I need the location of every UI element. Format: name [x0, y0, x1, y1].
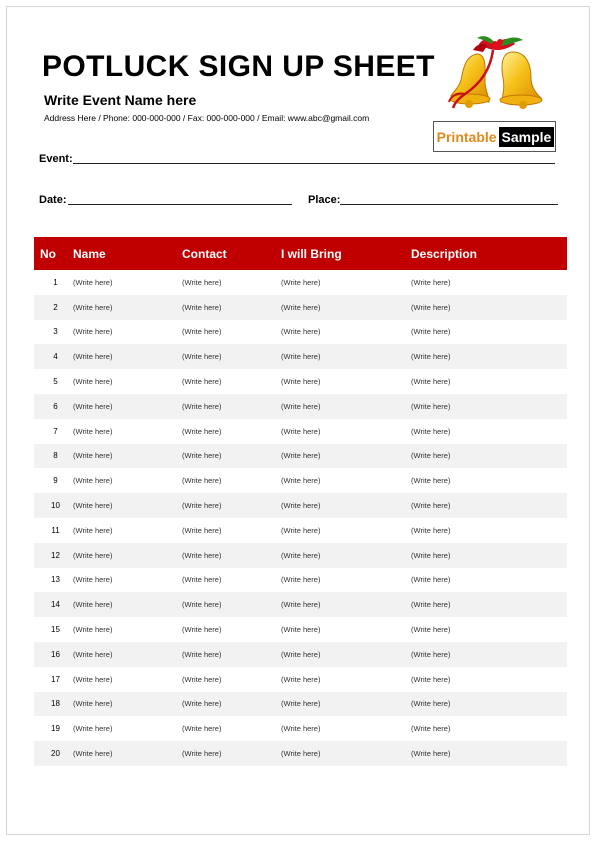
table-row — [34, 444, 567, 469]
description-cell[interactable]: (Write here) — [411, 352, 451, 362]
logo-printable-text: Printable — [436, 128, 497, 145]
bring-cell[interactable]: (Write here) — [281, 674, 321, 684]
contact-cell[interactable]: (Write here) — [182, 600, 222, 610]
contact-cell[interactable]: (Write here) — [182, 501, 222, 511]
bring-cell[interactable]: (Write here) — [281, 699, 321, 709]
description-cell[interactable]: (Write here) — [411, 600, 451, 610]
table-row — [34, 592, 567, 617]
contact-cell[interactable]: (Write here) — [182, 401, 222, 411]
table-row — [34, 295, 567, 320]
contact-cell[interactable]: (Write here) — [182, 426, 222, 436]
description-cell[interactable]: (Write here) — [411, 525, 451, 535]
description-cell[interactable]: (Write here) — [411, 277, 451, 287]
place-input-line[interactable] — [340, 204, 558, 205]
date-input-line[interactable] — [68, 204, 292, 205]
bring-cell[interactable]: (Write here) — [281, 550, 321, 560]
description-cell[interactable]: (Write here) — [411, 699, 451, 709]
signup-table — [34, 237, 567, 766]
bring-cell[interactable]: (Write here) — [281, 525, 321, 535]
row-number: 11 — [51, 525, 60, 535]
name-cell[interactable]: (Write here) — [73, 277, 113, 287]
table-row — [34, 543, 567, 568]
bring-cell[interactable]: (Write here) — [281, 426, 321, 436]
table-row — [34, 716, 567, 741]
description-cell[interactable]: (Write here) — [411, 377, 451, 387]
description-cell[interactable]: (Write here) — [411, 625, 451, 635]
row-number: 1 — [53, 277, 58, 287]
bring-cell[interactable]: (Write here) — [281, 277, 321, 287]
table-row — [34, 493, 567, 518]
christmas-bells-icon — [443, 32, 559, 114]
bring-cell[interactable]: (Write here) — [281, 501, 321, 511]
header-no: No — [40, 246, 56, 261]
row-number: 19 — [51, 724, 60, 734]
name-cell[interactable]: (Write here) — [73, 426, 113, 436]
table-header-row — [34, 237, 567, 270]
table-row — [34, 692, 567, 717]
name-cell[interactable]: (Write here) — [73, 699, 113, 709]
name-cell[interactable]: (Write here) — [73, 525, 113, 535]
contact-cell[interactable]: (Write here) — [182, 476, 222, 486]
name-cell[interactable]: (Write here) — [73, 451, 113, 461]
contact-cell[interactable]: (Write here) — [182, 575, 222, 585]
description-cell[interactable]: (Write here) — [411, 674, 451, 684]
table-row — [34, 344, 567, 369]
row-number: 3 — [53, 327, 58, 337]
description-cell[interactable]: (Write here) — [411, 451, 451, 461]
event-input-line[interactable] — [73, 163, 555, 164]
row-number: 13 — [51, 575, 60, 585]
table-body — [34, 270, 567, 766]
name-cell[interactable]: (Write here) — [73, 377, 113, 387]
printable-sample-logo — [433, 121, 556, 152]
name-cell[interactable]: (Write here) — [73, 575, 113, 585]
name-cell[interactable]: (Write here) — [73, 352, 113, 362]
page-title: POTLUCK SIGN UP SHEET — [42, 50, 435, 83]
row-number: 18 — [51, 699, 60, 709]
bring-cell[interactable]: (Write here) — [281, 451, 321, 461]
contact-cell[interactable]: (Write here) — [182, 377, 222, 387]
contact-cell[interactable]: (Write here) — [182, 302, 222, 312]
header-name: Name — [73, 246, 106, 261]
table-row — [34, 419, 567, 444]
table-row — [34, 468, 567, 493]
row-number: 10 — [51, 501, 60, 511]
bring-cell[interactable]: (Write here) — [281, 401, 321, 411]
bring-cell[interactable]: (Write here) — [281, 625, 321, 635]
row-number: 5 — [53, 377, 58, 387]
description-cell[interactable]: (Write here) — [411, 476, 451, 486]
name-cell[interactable]: (Write here) — [73, 674, 113, 684]
row-number: 16 — [51, 649, 60, 659]
table-row — [34, 518, 567, 543]
description-cell[interactable]: (Write here) — [411, 575, 451, 585]
row-number: 6 — [53, 401, 58, 411]
row-number: 8 — [53, 451, 58, 461]
name-cell[interactable]: (Write here) — [73, 501, 113, 511]
table-row — [34, 568, 567, 593]
name-cell[interactable]: (Write here) — [73, 401, 113, 411]
row-number: 15 — [51, 625, 60, 635]
table-row — [34, 667, 567, 692]
description-cell[interactable]: (Write here) — [411, 327, 451, 337]
name-cell[interactable]: (Write here) — [73, 327, 113, 337]
description-cell[interactable]: (Write here) — [411, 401, 451, 411]
bring-cell[interactable]: (Write here) — [281, 649, 321, 659]
bring-cell[interactable]: (Write here) — [281, 302, 321, 312]
table-row — [34, 642, 567, 667]
table-row — [34, 741, 567, 766]
contact-cell[interactable]: (Write here) — [182, 749, 222, 759]
bring-cell[interactable]: (Write here) — [281, 377, 321, 387]
contact-cell[interactable]: (Write here) — [182, 625, 222, 635]
name-cell[interactable]: (Write here) — [73, 600, 113, 610]
name-cell[interactable]: (Write here) — [73, 649, 113, 659]
event-label: Event: — [39, 153, 73, 165]
name-cell[interactable]: (Write here) — [73, 476, 113, 486]
contact-cell[interactable]: (Write here) — [182, 649, 222, 659]
row-number: 7 — [53, 426, 58, 436]
header-contact: Contact — [182, 246, 227, 261]
contact-cell[interactable]: (Write here) — [182, 674, 222, 684]
description-cell[interactable]: (Write here) — [411, 302, 451, 312]
contact-cell[interactable]: (Write here) — [182, 451, 222, 461]
row-number: 12 — [51, 550, 60, 560]
contact-cell[interactable]: (Write here) — [182, 352, 222, 362]
row-number: 9 — [53, 476, 58, 486]
description-cell[interactable]: (Write here) — [411, 550, 451, 560]
bring-cell[interactable]: (Write here) — [281, 476, 321, 486]
row-number: 20 — [51, 749, 60, 759]
event-name-subtitle: Write Event Name here — [44, 92, 197, 108]
logo-sample-text: Sample — [499, 127, 555, 147]
description-cell[interactable]: (Write here) — [411, 649, 451, 659]
contact-cell[interactable]: (Write here) — [182, 327, 222, 337]
name-cell[interactable]: (Write here) — [73, 749, 113, 759]
description-cell[interactable]: (Write here) — [411, 426, 451, 436]
description-cell[interactable]: (Write here) — [411, 724, 451, 734]
contact-cell[interactable]: (Write here) — [182, 699, 222, 709]
contact-cell[interactable]: (Write here) — [182, 525, 222, 535]
description-cell[interactable]: (Write here) — [411, 749, 451, 759]
table-row — [34, 369, 567, 394]
bring-cell[interactable]: (Write here) — [281, 749, 321, 759]
bring-cell[interactable]: (Write here) — [281, 352, 321, 362]
date-label: Date: — [39, 194, 67, 206]
table-row — [34, 320, 567, 345]
name-cell[interactable]: (Write here) — [73, 550, 113, 560]
bring-cell[interactable]: (Write here) — [281, 327, 321, 337]
table-row — [34, 270, 567, 295]
row-number: 4 — [53, 352, 58, 362]
header-i-will-bring: I will Bring — [281, 246, 342, 261]
place-label: Place: — [308, 194, 341, 206]
contact-cell[interactable]: (Write here) — [182, 724, 222, 734]
table-row — [34, 394, 567, 419]
table-row — [34, 617, 567, 642]
header-description: Description — [411, 246, 478, 261]
row-number: 17 — [51, 674, 60, 684]
name-cell[interactable]: (Write here) — [73, 302, 113, 312]
name-cell[interactable]: (Write here) — [73, 625, 113, 635]
contact-cell[interactable]: (Write here) — [182, 550, 222, 560]
name-cell[interactable]: (Write here) — [73, 724, 113, 734]
bring-cell[interactable]: (Write here) — [281, 724, 321, 734]
row-number: 14 — [51, 600, 60, 610]
description-cell[interactable]: (Write here) — [411, 501, 451, 511]
bring-cell[interactable]: (Write here) — [281, 600, 321, 610]
bring-cell[interactable]: (Write here) — [281, 575, 321, 585]
contact-info: Address Here / Phone: 000-000-000 / Fax: 000-000-000 / Email: www.abc@gmail.com — [44, 113, 370, 123]
row-number: 2 — [53, 302, 58, 312]
contact-cell[interactable]: (Write here) — [182, 277, 222, 287]
